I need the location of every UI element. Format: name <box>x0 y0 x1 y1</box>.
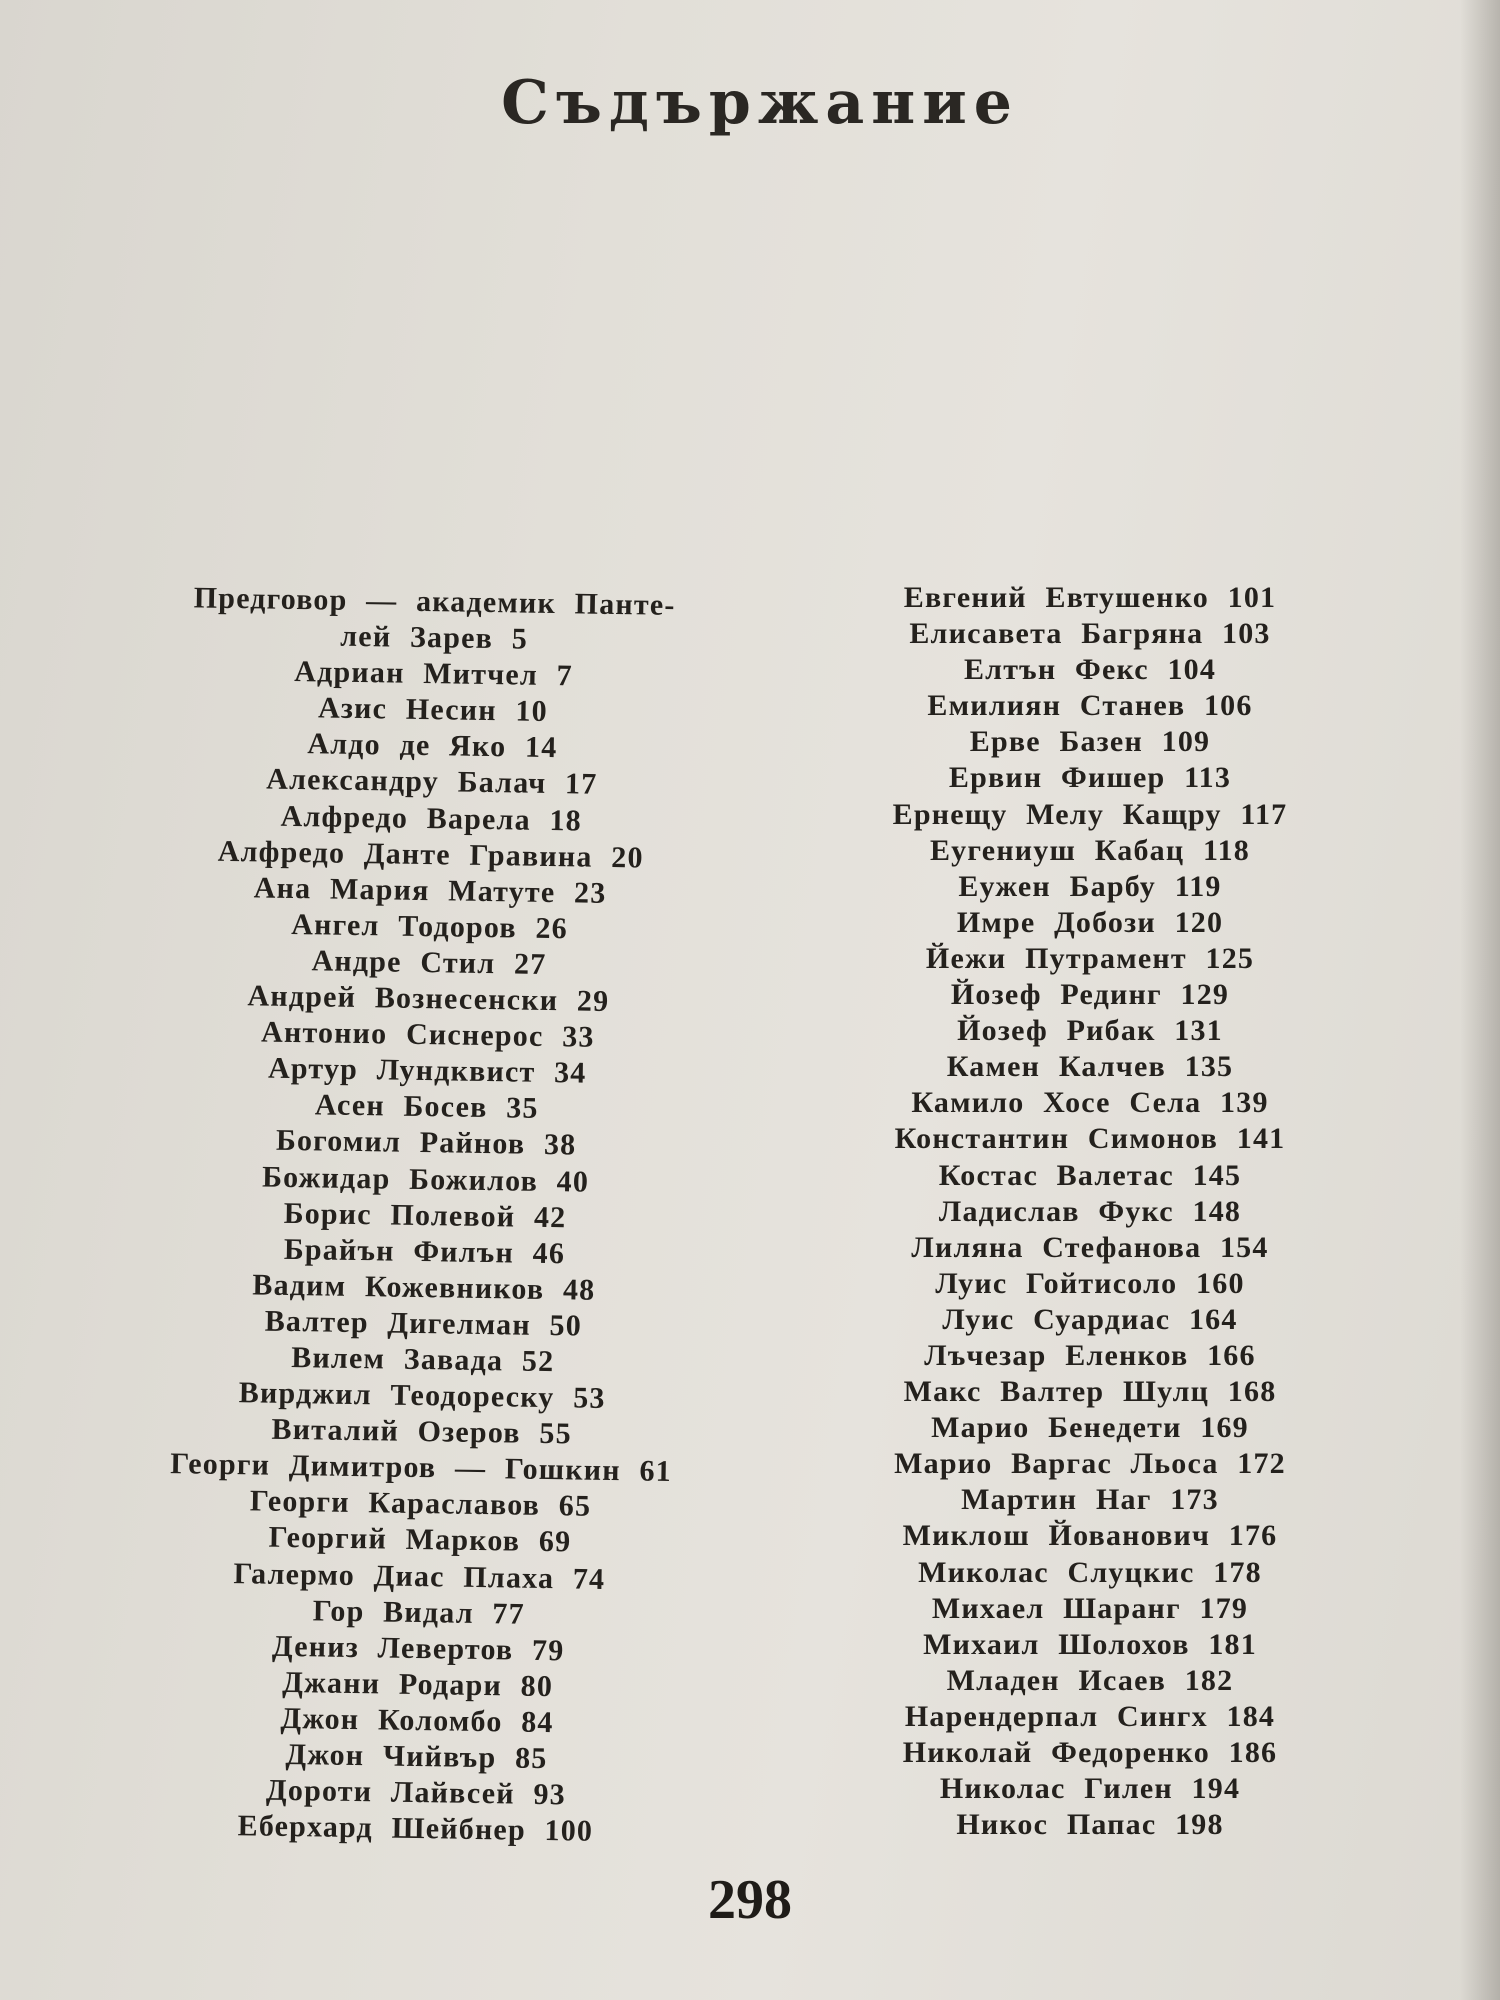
toc-entry: Нарендерпал Сингх 184 <box>904 1699 1276 1733</box>
toc-entry: Андре Стил 27 <box>311 944 547 981</box>
toc-entry: Луис Гойтисоло 160 <box>935 1266 1245 1300</box>
toc-entry: Валтер Дигелман 50 <box>264 1304 583 1343</box>
toc-entry: Елтън Фекс 104 <box>963 653 1217 687</box>
toc-entry: Миколас Слуцкис 178 <box>918 1555 1262 1589</box>
toc-entry: Вилем Завада 52 <box>290 1340 555 1379</box>
toc-entry: Еберхард Шейбнер 100 <box>237 1809 594 1848</box>
toc-entry: Андрей Вознесенски 29 <box>247 979 610 1018</box>
toc-entry: Ладислав Фукс 148 <box>938 1194 1242 1228</box>
toc-entry: Луис Суардиас 164 <box>942 1302 1238 1336</box>
toc-entry: Ана Мария Матуте 23 <box>253 871 607 910</box>
toc-entry: Макс Валтер Шулц 168 <box>903 1375 1277 1409</box>
toc-entry: Михаел Шаранг 179 <box>931 1591 1249 1625</box>
toc-entry: Йежи Путрамент 125 <box>925 941 1255 975</box>
toc-entry: Джон Коломбо 84 <box>280 1701 554 1740</box>
toc-entry: Йозеф Рибак 131 <box>957 1014 1223 1048</box>
toc-entry: Константин Симонов 141 <box>894 1122 1286 1156</box>
toc-entry: Елисавета Багряна 103 <box>909 617 1271 651</box>
page-edge-shadow <box>1460 0 1500 2000</box>
toc-entry: Лиляна Стефанова 154 <box>911 1230 1269 1264</box>
toc-entry: Дениз Левертов 79 <box>271 1629 565 1668</box>
toc-entry: Лъчезар Еленков 166 <box>924 1338 1256 1372</box>
toc-entry: Никос Папас 198 <box>956 1808 1224 1842</box>
toc-entry: Евгений Евтушенко 101 <box>903 581 1277 614</box>
toc-entry: Георгий Марков 69 <box>268 1521 572 1559</box>
toc-entry: Артур Лундквист 34 <box>267 1051 587 1090</box>
toc-entry: Гор Видал 77 <box>312 1593 526 1631</box>
toc-entry: Виталий Озеров 55 <box>271 1412 573 1451</box>
toc-entry: Камило Хосе Села 139 <box>911 1086 1269 1120</box>
toc-entry: Николас Гилен 194 <box>939 1772 1241 1806</box>
toc-entry: Богомил Райнов 38 <box>275 1124 577 1162</box>
toc-right-column <box>840 580 1340 1843</box>
toc-entry: Александру Балач 17 <box>265 763 598 802</box>
toc-left-column <box>150 580 700 1851</box>
toc-entry: Предговор — академик Панте- <box>193 581 676 622</box>
toc-entry: Ерве Базен 109 <box>969 725 1211 759</box>
toc-entry: Асен Босев 35 <box>314 1088 539 1126</box>
toc-entry: Джон Чийвър 85 <box>285 1737 548 1776</box>
toc-entry: Алфредо Варела 18 <box>280 799 583 838</box>
toc-entry: Имре Добози 120 <box>956 905 1224 939</box>
toc-entry: Марио Варгас Льоса 172 <box>894 1447 1286 1481</box>
toc-entry: Еужен Барбу 119 <box>958 869 1222 903</box>
toc-entry: Йозеф Рединг 129 <box>950 978 1230 1012</box>
toc-entry: Алфредо Данте Гравина 20 <box>217 834 644 875</box>
toc-entry: Камен Калчев 135 <box>946 1050 1234 1084</box>
toc-entry: Еугениуш Кабац 118 <box>929 833 1251 867</box>
toc-entry: Ангел Тодоров 26 <box>291 907 569 946</box>
toc-entry: Миклош Йованович 176 <box>902 1519 1278 1553</box>
toc-entry: Джани Родари 80 <box>282 1665 554 1703</box>
toc-entry: Младен Исаев 182 <box>946 1663 1234 1697</box>
toc-entry: Ернещу Мелу Кащру 117 <box>892 797 1288 831</box>
toc-entry: Михаил Шолохов 181 <box>923 1627 1257 1661</box>
toc-entry: Алдо де Яко 14 <box>307 727 558 765</box>
toc-entry: Емилиян Станев 106 <box>927 689 1253 723</box>
toc-entry: Вадим Кожевников 48 <box>252 1268 596 1307</box>
toc-entry: Борис Полевой 42 <box>283 1196 567 1234</box>
toc-entry: Вирджил Теодореску 53 <box>238 1376 606 1416</box>
toc-entry: Мартин Наг 173 <box>961 1483 1219 1517</box>
toc-entry: Брайън Филън 46 <box>283 1232 566 1270</box>
toc-entry: Костас Валетас 145 <box>938 1158 1242 1192</box>
toc-entry: Дороти Лайвсей 93 <box>265 1773 567 1812</box>
toc-entry: Георги Димитров — Гошкин 61 <box>170 1447 673 1489</box>
page-title: Съдържание <box>501 68 1019 138</box>
toc-entry: Ервин Фишер 113 <box>948 761 1232 795</box>
toc-entry: лей Зарев 5 <box>340 619 529 656</box>
toc-entry: Марио Бенедети 169 <box>931 1411 1249 1445</box>
toc-entry: Азис Несин 10 <box>317 691 549 729</box>
toc-entry: Николай Федоренко 186 <box>902 1736 1278 1769</box>
toc-entry: Божидар Божилов 40 <box>261 1160 590 1199</box>
toc-entry: Антонио Сиснерос 33 <box>260 1015 595 1054</box>
page-number: 298 <box>708 1869 792 1931</box>
toc-entry: Галермо Диас Плаха 74 <box>233 1556 606 1596</box>
toc-entry: Георги Караславов 65 <box>249 1484 592 1524</box>
toc-entry: Адриан Митчел 7 <box>294 655 574 693</box>
